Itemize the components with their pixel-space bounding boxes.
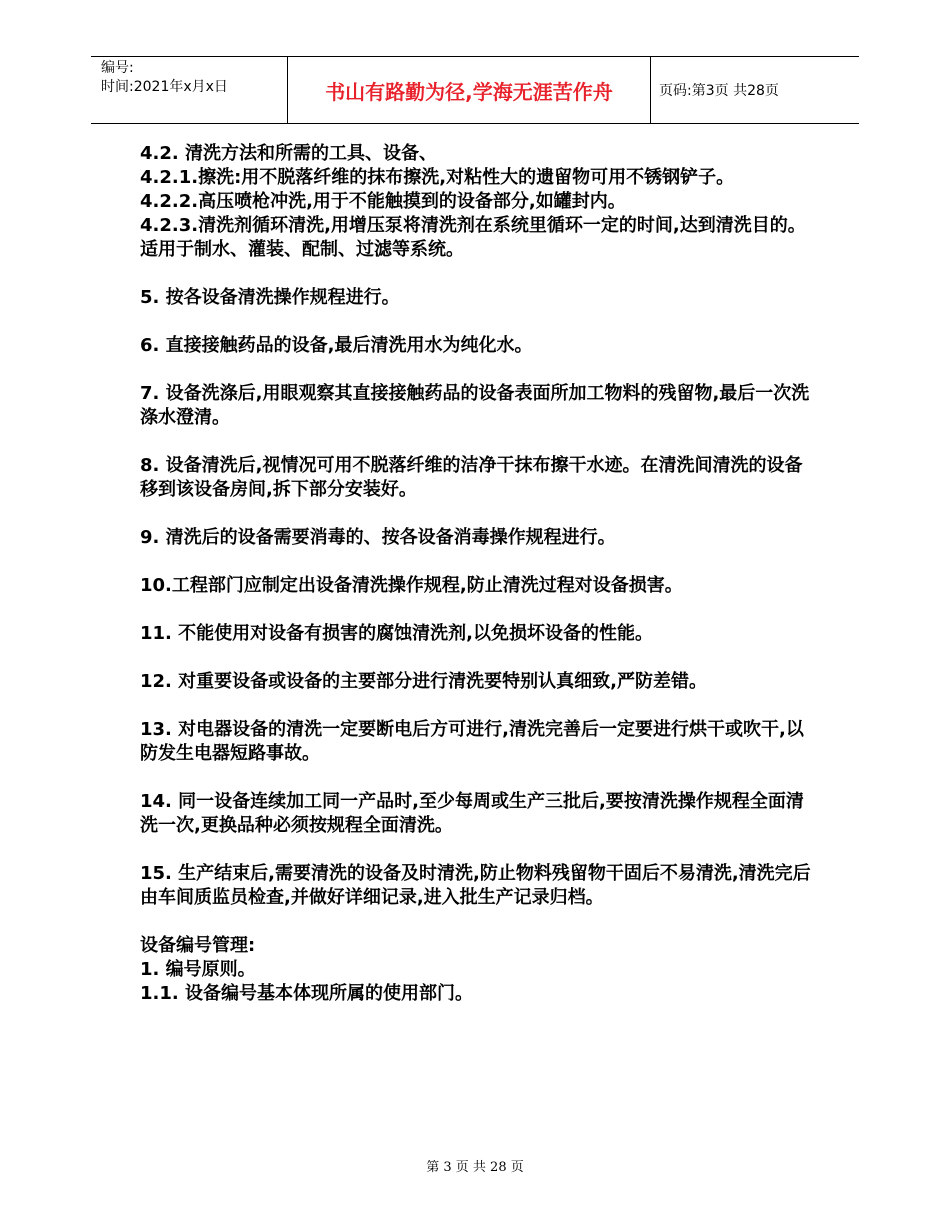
item-15: 15. 生产结束后,需要清洗的设备及时清洗,防止物料残留物干固后不易清洗,清洗完后由车间质监员检查,并做好详细记录,进入批生产记录归档。 (140, 863, 811, 908)
numbering-principle: 1. 编号原则。 (140, 959, 256, 980)
section-4-2: 4.2. 清洗方法和所需的工具、设备、 (140, 143, 437, 164)
document-number-label: 编号: (101, 60, 134, 76)
item-13: 13. 对电器设备的清洗一定要断电后方可进行,清洗完善后一定要进行烘干或吹干,以防发生电器短路事故。 (140, 719, 804, 764)
section-4-2-1: 4.2.1.擦洗:用不脱落纤维的抹布擦洗,对粘性大的遗留物可用不锈钢铲子。 (140, 167, 735, 188)
equipment-numbering-heading: 设备编号管理: (140, 935, 256, 956)
item-10: 10.工程部门应制定出设备清洗操作规程,防止清洗过程对设备损害。 (140, 575, 683, 596)
header-motto: 书山有路勤为径,学海无涯苦作舟 (287, 57, 651, 123)
document-body (140, 142, 820, 1006)
header-meta (91, 57, 287, 123)
page-footer: 第 3 页 共 28 页 (426, 1160, 524, 1175)
header-page-info: 页码:第3页 共28页 (659, 83, 779, 99)
item-9: 9. 清洗后的设备需要消毒的、按各设备消毒操作规程进行。 (140, 527, 616, 548)
section-4-2-2: 4.2.2.高压喷枪冲洗,用于不能触摸到的设备部分,如罐封内。 (140, 191, 626, 212)
item-11: 11. 不能使用对设备有损害的腐蚀清洗剂,以免损坏设备的性能。 (140, 623, 653, 644)
item-7: 7. 设备洗涤后,用眼观察其直接接触药品的设备表面所加工物料的残留物,最后一次洗涤水澄清。 (140, 383, 810, 428)
item-8: 8. 设备清洗后,视情况可用不脱落纤维的洁净干抹布擦干水迹。在清洗间清洗的设备移到该设备房间,拆下部分安装好。 (140, 455, 803, 500)
page-header (91, 56, 859, 124)
numbering-principle-1-1: 1.1. 设备编号基本体现所属的使用部门。 (140, 983, 473, 1004)
item-14: 14. 同一设备连续加工同一产品时,至少每周或生产三批后,要按清洗操作规程全面清洗一次,更换品种必须按规程全面清洗。 (140, 791, 804, 836)
item-6: 6. 直接接触药品的设备,最后清洗用水为纯化水。 (140, 335, 533, 356)
document-time: 时间:2021年x月x日 (101, 79, 228, 95)
item-5: 5. 按各设备清洗操作规程进行。 (140, 287, 400, 308)
item-12: 12. 对重要设备或设备的主要部分进行清洗要特别认真细致,严防差错。 (140, 671, 707, 692)
section-4-2-3: 4.2.3.清洗剂循环清洗,用增压泵将清洗剂在系统里循环一定的时间,达到清洗目的。适用于制水、灌装、配制、过滤等系统。 (140, 215, 806, 260)
